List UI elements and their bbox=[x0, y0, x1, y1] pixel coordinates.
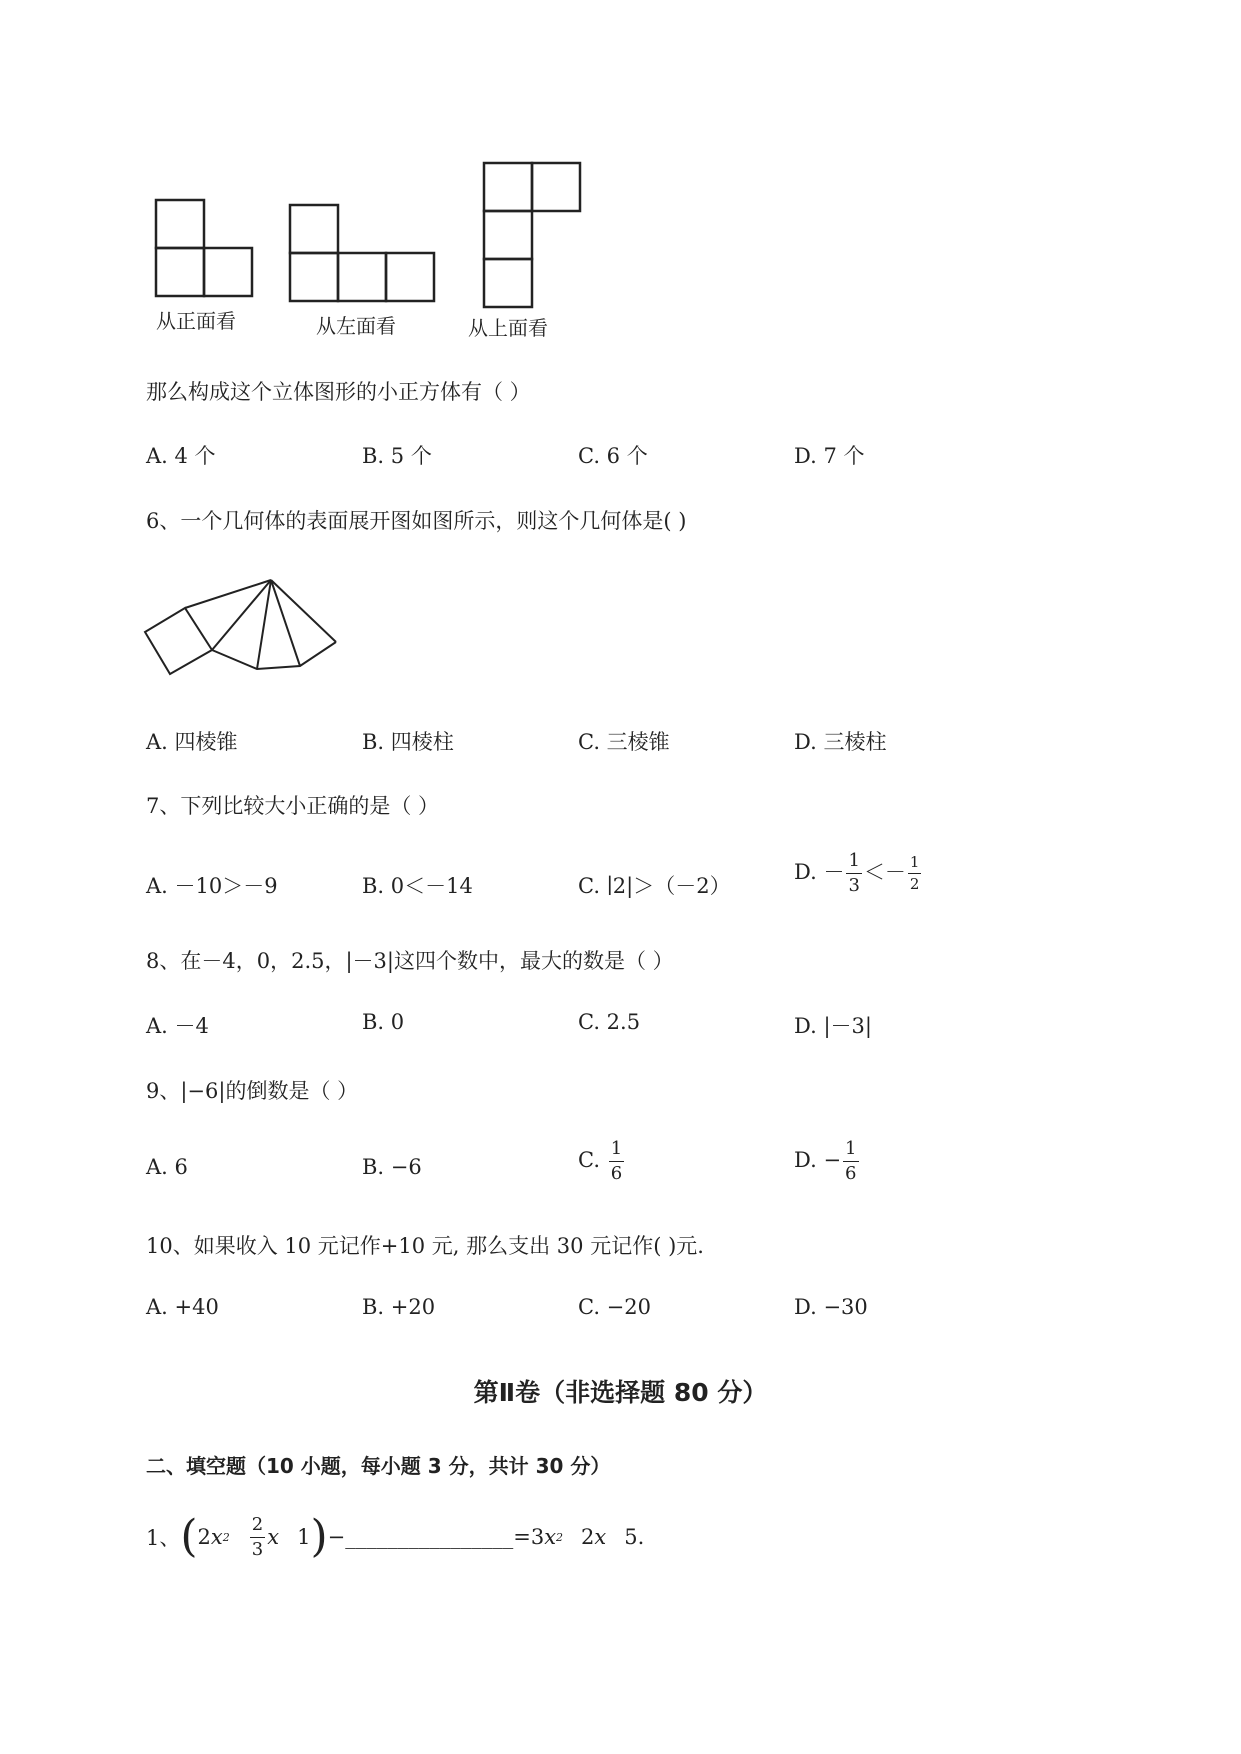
fill-question-1: 1、 ( 2 x 2 $\frac{2}{3}$ x 1 ) −________________ =3 x 2 2 x 5 . bbox=[146, 1511, 645, 1562]
question-9-option-c: C. $\frac{1}{6}$ bbox=[578, 1138, 623, 1184]
question-7-stem: 7、下列比较大小正确的是（ ） bbox=[146, 794, 440, 818]
question-9-option-a: A. 6 bbox=[146, 1155, 188, 1179]
question-6-stem: 6、一个几何体的表面展开图如图所示，则这个几何体是( ) bbox=[146, 509, 687, 533]
question-6-option-d: D. 三棱柱 bbox=[794, 730, 887, 754]
fraction-two-thirds: $\frac{2}{3}$ bbox=[251, 1513, 264, 1560]
front-view-square bbox=[156, 200, 204, 248]
answer-blank[interactable]: −________________ bbox=[327, 1525, 514, 1549]
question-9-stem: 9、|−6|的倒数是（ ） bbox=[146, 1079, 359, 1103]
question-10-option-c: C. −20 bbox=[578, 1295, 651, 1319]
question-6-option-c: C. 三棱锥 bbox=[578, 730, 670, 754]
question-8-option-d: D. |－3| bbox=[794, 1014, 872, 1038]
question-7-option-c: C. ∣2|＞（－2） bbox=[578, 874, 731, 898]
option-d-prefix: D. － bbox=[794, 860, 845, 884]
fraction-one-sixth: $\frac{1}{6}$ bbox=[610, 1138, 623, 1184]
less-than-sign: ＜－ bbox=[863, 860, 906, 884]
right-paren: ) bbox=[310, 1511, 328, 1562]
left-paren: ( bbox=[180, 1511, 198, 1562]
fraction-one-half: $\frac{1}{2}$ bbox=[909, 853, 920, 893]
question-9-option-b: B. −6 bbox=[362, 1155, 422, 1179]
question-8-option-c: C. 2.5 bbox=[578, 1010, 641, 1034]
fill-in-section-title: 二、填空题（10 小题，每小题 3 分，共计 30 分） bbox=[146, 1454, 611, 1478]
question-8-stem: 8、在－4，0，2.5，|－3|这四个数中，最大的数是（ ） bbox=[146, 949, 674, 973]
question-5-stem: 那么构成这个立体图形的小正方体有（ ） bbox=[146, 380, 531, 404]
front-view-square bbox=[204, 248, 252, 296]
question-8-option-b: B. 0 bbox=[362, 1010, 405, 1034]
part-2-title: 第Ⅱ卷（非选择题 80 分） bbox=[473, 1378, 768, 1407]
fraction-one-third: $\frac{1}{3}$ bbox=[848, 850, 860, 896]
question-7-option-a: A. －10＞－9 bbox=[146, 874, 278, 898]
question-7-option-d bbox=[794, 852, 923, 895]
question-8-option-a: A. －4 bbox=[146, 1014, 209, 1038]
top-view-label: 从上面看 bbox=[468, 316, 548, 340]
question-6-option-a: A. 四棱锥 bbox=[146, 730, 238, 754]
left-view-square bbox=[290, 205, 338, 253]
top-view-square bbox=[484, 211, 532, 259]
left-view-label: 从左面看 bbox=[316, 314, 396, 338]
question-5-option-d: D. 7 个 bbox=[794, 444, 865, 468]
question-10-stem: 10、如果收入 10 元记作+10 元, 那么支出 30 元记作( )元. bbox=[146, 1234, 704, 1258]
question-10-option-a: A. +40 bbox=[146, 1295, 219, 1319]
left-view-square bbox=[338, 253, 386, 301]
question-9-option-d: D. − $\frac{1}{6}$ bbox=[794, 1138, 857, 1184]
three-views-figure bbox=[150, 160, 600, 310]
top-view-square bbox=[532, 163, 580, 211]
question-6-option-b: B. 四棱柱 bbox=[362, 730, 454, 754]
question-7-option-b: B. 0＜－14 bbox=[362, 874, 473, 898]
top-view-square bbox=[484, 259, 532, 307]
question-5-option-a: A. 4 个 bbox=[146, 444, 216, 468]
question-5-option-b: B. 5 个 bbox=[362, 444, 432, 468]
top-view-square bbox=[484, 163, 532, 211]
question-5-option-c: C. 6 个 bbox=[578, 444, 648, 468]
question-10-option-d: D. −30 bbox=[794, 1295, 868, 1319]
fraction-negative-one-sixth: $\frac{1}{6}$ bbox=[845, 1138, 857, 1184]
left-view-square bbox=[386, 253, 434, 301]
question-10-option-b: B. +20 bbox=[362, 1295, 436, 1319]
front-view-square bbox=[156, 248, 204, 296]
left-view-square bbox=[290, 253, 338, 301]
pyramid-net-figure bbox=[140, 570, 350, 680]
front-view-label: 从正面看 bbox=[156, 309, 236, 333]
